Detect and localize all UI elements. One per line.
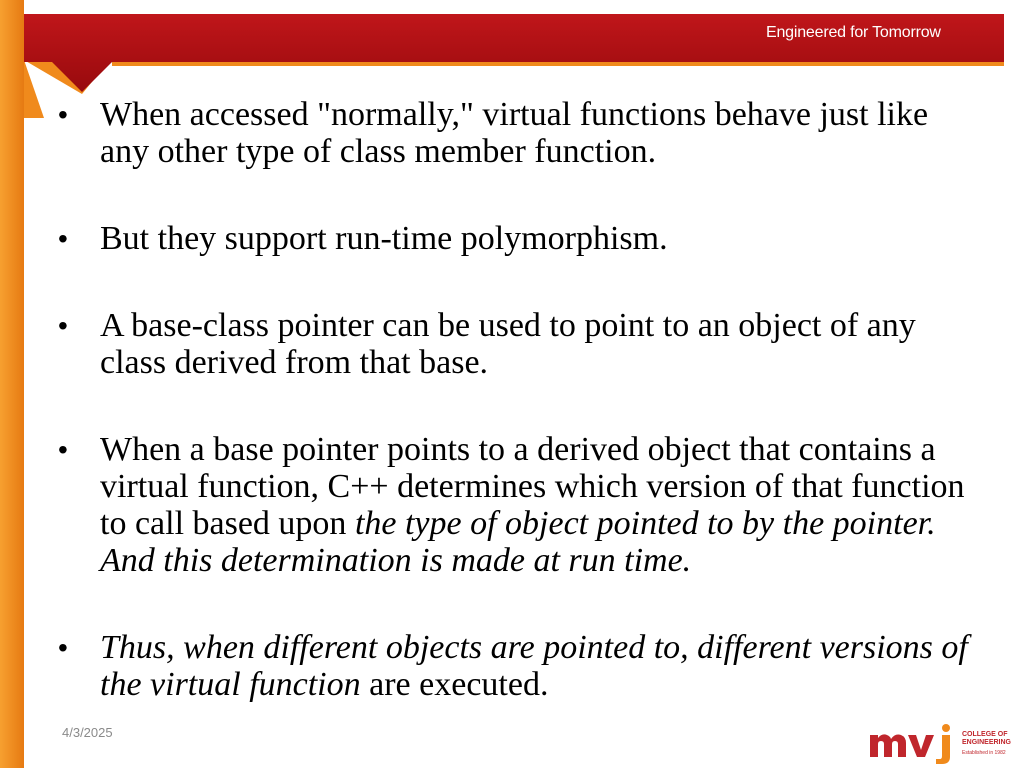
bullet-dot-icon: • — [58, 434, 68, 465]
bullet-dot-icon: • — [58, 99, 68, 130]
bullet-text: Thus, when different objects are pointed to, different versions of the virtual function — [100, 629, 968, 703]
bullet-dot-icon: • — [58, 223, 68, 254]
bullet-text: When a base pointer points to a derived object that contains a virtual function, C++ determines which version of that function to call based upon — [100, 431, 965, 542]
tagline: Engineered for Tomorrow — [766, 24, 941, 41]
bullet-item — [58, 307, 978, 381]
bullet-item — [58, 220, 978, 257]
bullet-item — [58, 96, 978, 170]
logo-text: COLLEGE OF ENGINEERING — [962, 731, 1012, 746]
logo-established: Established in 1982 — [962, 750, 1006, 756]
banner-underline — [112, 62, 1004, 66]
bullet-item — [58, 431, 978, 579]
bullet-list — [58, 96, 978, 703]
bullet-text: are executed. — [360, 666, 549, 703]
bullet-text: A base-class pointer can be used to point to an object of any class derived from that base. — [100, 307, 916, 381]
bullet-item — [58, 629, 978, 703]
bullet-dot-icon: • — [58, 310, 68, 341]
slide-date: 4/3/2025 — [62, 725, 113, 740]
mvj-logo-icon — [866, 719, 960, 765]
left-accent-bar — [0, 0, 24, 768]
bullet-text: When accessed "normally," virtual functions behave just like any other type of class member function. — [100, 96, 929, 170]
bullet-dot-icon: • — [58, 632, 68, 663]
college-logo — [866, 719, 1024, 765]
bullet-text: the type of object pointed to by the pointer. And this determination is made at run time. — [100, 505, 936, 579]
bullet-text: But they support run-time polymorphism. — [100, 220, 668, 257]
